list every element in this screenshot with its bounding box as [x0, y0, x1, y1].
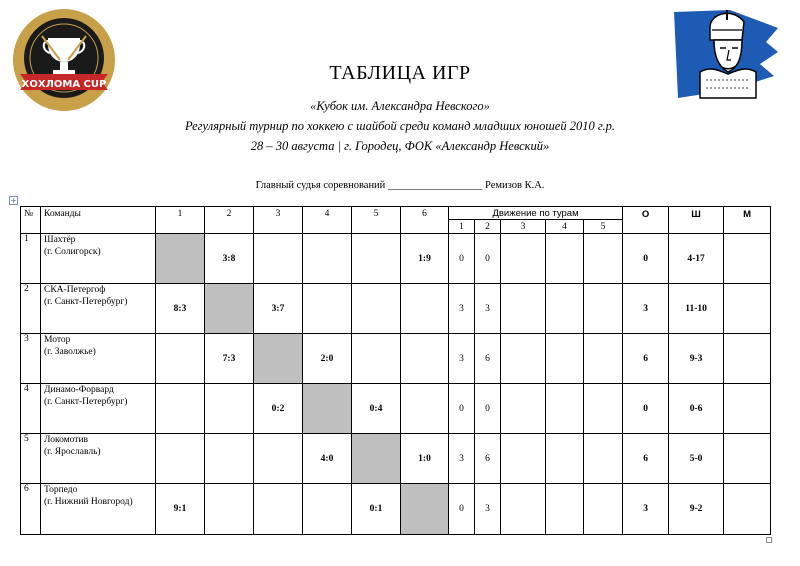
tour-points-cell — [584, 384, 623, 434]
diagonal-cell — [352, 434, 401, 484]
tour-points-cell — [501, 484, 546, 535]
score-cell — [401, 334, 449, 384]
score-cell: 0:4 — [352, 384, 401, 434]
games-table — [20, 206, 771, 535]
table-row — [21, 234, 771, 284]
header-col-2: 2 — [205, 207, 254, 234]
score-cell: 2:0 — [303, 334, 352, 384]
team-city: (г. Заволжье) — [44, 346, 96, 357]
tour-points-cell — [501, 234, 546, 284]
tour-points-cell — [501, 334, 546, 384]
header-col-4: 4 — [303, 207, 352, 234]
tour-points-cell — [584, 434, 623, 484]
place-cell — [724, 284, 771, 334]
goals-cell: 9-3 — [669, 334, 724, 384]
tour-points-cell: 0 — [449, 484, 475, 535]
score-cell — [205, 484, 254, 535]
header-number: № — [21, 207, 41, 234]
team-cell — [41, 334, 156, 384]
points-cell: 0 — [623, 234, 669, 284]
header-col-1: 1 — [156, 207, 205, 234]
score-cell: 0:2 — [254, 384, 303, 434]
score-cell — [352, 334, 401, 384]
score-cell — [156, 384, 205, 434]
tour-points-cell — [501, 384, 546, 434]
tour-points-cell — [546, 384, 584, 434]
goals-cell: 9-2 — [669, 484, 724, 535]
diagonal-cell — [401, 484, 449, 535]
tour-points-cell: 0 — [449, 384, 475, 434]
score-cell — [303, 484, 352, 535]
diagonal-cell — [303, 384, 352, 434]
table-row — [21, 284, 771, 334]
place-cell — [724, 384, 771, 434]
team-name: СКА-Петергоф — [44, 285, 106, 295]
score-cell: 7:3 — [205, 334, 254, 384]
tour-points-cell — [584, 334, 623, 384]
tour-points-cell — [546, 234, 584, 284]
table-row — [21, 384, 771, 434]
header-goals: Ш — [669, 207, 724, 234]
table-row — [21, 334, 771, 384]
score-cell — [303, 234, 352, 284]
score-cell — [254, 434, 303, 484]
tour-points-cell — [546, 434, 584, 484]
score-cell — [352, 284, 401, 334]
tour-points-cell — [546, 284, 584, 334]
place-cell — [724, 434, 771, 484]
team-name: Шахтёр — [44, 235, 76, 245]
header-tour-3: 3 — [501, 220, 546, 234]
dates-location: 28 – 30 августа | г. Городец, ФОК «Александр Невский» — [250, 139, 550, 153]
tour-points-cell: 0 — [449, 234, 475, 284]
row-number: 3 — [21, 334, 41, 384]
tournament-description: Регулярный турнир по хоккею с шайбой среди команд младших юношей 2010 г.р. — [184, 119, 616, 133]
score-cell: 0:1 — [352, 484, 401, 535]
team-name: Локомотив — [44, 435, 89, 445]
tour-points-cell — [501, 434, 546, 484]
team-name: Торпедо — [44, 485, 78, 495]
score-cell: 3:8 — [205, 234, 254, 284]
header-tour-movement: Движение по турам — [449, 207, 623, 220]
tour-points-cell: 3 — [475, 484, 501, 535]
tour-points-cell: 6 — [475, 334, 501, 384]
score-cell: 4:0 — [303, 434, 352, 484]
tour-points-cell — [546, 484, 584, 535]
score-cell — [205, 384, 254, 434]
score-cell — [254, 234, 303, 284]
header-teams: Команды — [41, 207, 156, 234]
score-cell — [254, 484, 303, 535]
score-cell: 8:3 — [156, 284, 205, 334]
score-cell: 1:9 — [401, 234, 449, 284]
team-cell — [41, 434, 156, 484]
team-city: (г. Санкт-Петербург) — [44, 396, 128, 407]
tour-points-cell: 3 — [449, 434, 475, 484]
cup-name: «Кубок им. Александра Невского» — [310, 99, 490, 113]
team-name: Мотор — [44, 335, 71, 345]
score-cell — [401, 384, 449, 434]
team-cell — [41, 284, 156, 334]
chief-judge-line: Главный судья соревнований __________________ Ремизов К.А. — [255, 180, 545, 191]
row-number: 1 — [21, 234, 41, 284]
row-number: 4 — [21, 384, 41, 434]
score-cell — [205, 434, 254, 484]
score-cell: 1:0 — [401, 434, 449, 484]
table-move-handle-icon[interactable]: + — [10, 196, 17, 205]
header-tour-5: 5 — [584, 220, 623, 234]
tour-points-cell: 3 — [449, 284, 475, 334]
row-number: 2 — [21, 284, 41, 334]
team-city: (г. Санкт-Петербург) — [44, 296, 128, 307]
header-place: М — [724, 207, 771, 234]
points-cell: 3 — [623, 484, 669, 535]
team-cell — [41, 384, 156, 434]
goals-cell: 4-17 — [669, 234, 724, 284]
hokhloma-cup-logo — [12, 8, 116, 112]
points-cell: 3 — [623, 284, 669, 334]
page-title: ТАБЛИЦА ИГР — [329, 62, 471, 84]
diagonal-cell — [254, 334, 303, 384]
table-resize-handle[interactable] — [766, 537, 772, 543]
place-cell — [724, 484, 771, 535]
header-tour-4: 4 — [546, 220, 584, 234]
team-city: (г. Нижний Новгород) — [44, 496, 133, 507]
table-row — [21, 434, 771, 484]
table-row — [21, 484, 771, 535]
score-cell — [156, 334, 205, 384]
header-row — [21, 207, 771, 220]
tour-points-cell: 0 — [475, 384, 501, 434]
diagonal-cell — [156, 234, 205, 284]
points-cell: 6 — [623, 334, 669, 384]
header-col-6: 6 — [401, 207, 449, 234]
place-cell — [724, 234, 771, 284]
header-col-5: 5 — [352, 207, 401, 234]
score-cell — [401, 284, 449, 334]
tour-points-cell — [584, 484, 623, 535]
team-cell — [41, 484, 156, 535]
tour-points-cell: 0 — [475, 234, 501, 284]
tour-points-cell: 3 — [475, 284, 501, 334]
header-tour-2: 2 — [475, 220, 501, 234]
team-city: (г. Ярославль) — [44, 446, 101, 457]
tour-points-cell — [584, 284, 623, 334]
tour-points-cell — [546, 334, 584, 384]
header-points: О — [623, 207, 669, 234]
diagonal-cell — [205, 284, 254, 334]
points-cell: 0 — [623, 384, 669, 434]
score-cell: 9:1 — [156, 484, 205, 535]
header-col-3: 3 — [254, 207, 303, 234]
tour-points-cell: 3 — [449, 334, 475, 384]
score-cell — [303, 284, 352, 334]
score-cell — [156, 434, 205, 484]
goals-cell: 11-10 — [669, 284, 724, 334]
place-cell — [724, 334, 771, 384]
score-cell — [352, 234, 401, 284]
team-cell — [41, 234, 156, 284]
team-name: Динамо-Форвард — [44, 385, 114, 395]
points-cell: 6 — [623, 434, 669, 484]
goals-cell: 0-6 — [669, 384, 724, 434]
row-number: 5 — [21, 434, 41, 484]
nevsky-knight-logo — [670, 6, 780, 104]
score-cell: 3:7 — [254, 284, 303, 334]
goals-cell: 5-0 — [669, 434, 724, 484]
tour-points-cell: 6 — [475, 434, 501, 484]
tour-points-cell — [501, 284, 546, 334]
tour-points-cell — [584, 234, 623, 284]
row-number: 6 — [21, 484, 41, 535]
logo-text: ХОХЛОМА CUP — [21, 79, 107, 90]
team-city: (г. Солигорск) — [44, 246, 101, 257]
header-tour-1: 1 — [449, 220, 475, 234]
